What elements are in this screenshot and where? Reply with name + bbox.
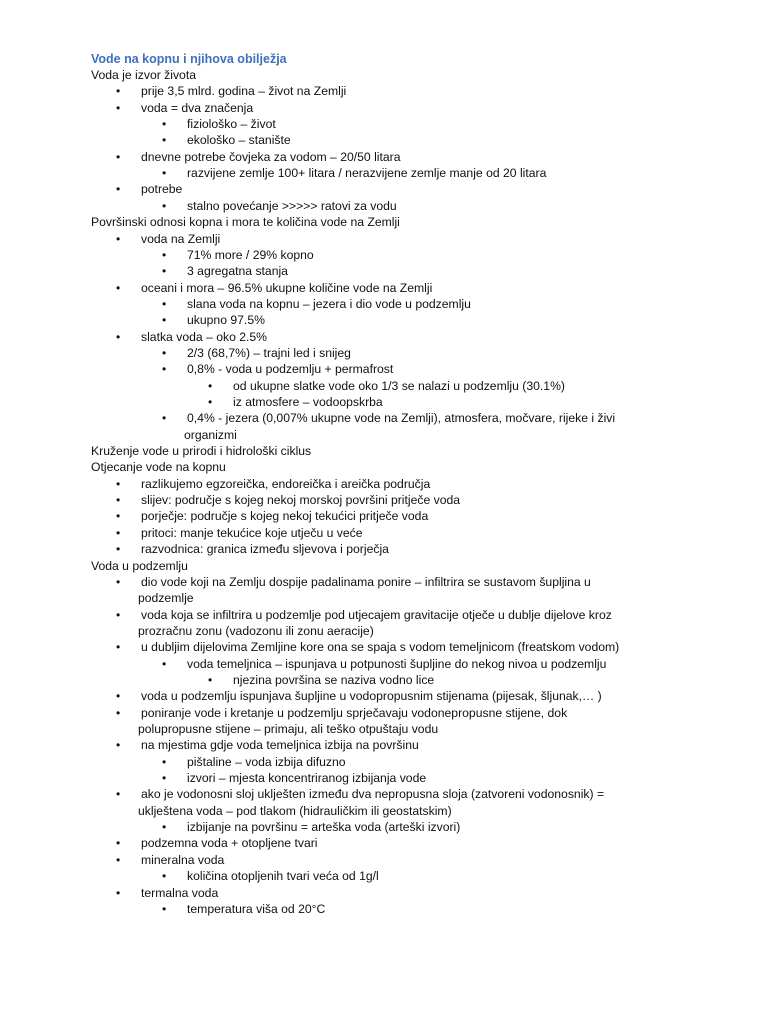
list-item-text: potrebe (141, 182, 183, 197)
list-item (0, 83, 768, 99)
list-item (0, 656, 768, 672)
list-item-text: njezina površina se naziva vodno lice (233, 672, 435, 687)
list-item-text: voda u podzemlju ispunjava šupljine u vodopropusnim stijenama (pijesak, šljunak,… ) (141, 689, 602, 704)
bullet-icon: • (162, 656, 167, 671)
list-item (0, 149, 768, 165)
bullet-icon: • (116, 836, 121, 851)
list-item-text: slana voda na kopnu – jezera i dio vode u podzemlju (187, 296, 471, 311)
bullet-icon: • (162, 198, 167, 213)
bullet-icon: • (116, 509, 121, 524)
section-heading: Otjecanje vode na kopnu (91, 460, 226, 475)
list-item (0, 345, 768, 361)
list-item (0, 116, 768, 132)
bullet-icon: • (116, 84, 121, 99)
list-item (0, 312, 768, 328)
list-item-text: u dubljim dijelovima Zemljine kore ona se spaja s vodom temeljnicom (freatskom vodom) (141, 640, 620, 655)
bullet-icon: • (162, 166, 167, 181)
list-item-text: dnevne potrebe čovjeka za vodom – 20/50 litara (141, 149, 401, 164)
list-item (0, 803, 768, 819)
list-item-text: poniranje vode i kretanje u podzemlju sprječavaju vodonepropusne stijene, dok (141, 705, 568, 720)
list-item (0, 835, 768, 851)
bullet-icon: • (208, 395, 213, 409)
list-item-text: 0,4% - jezera (0,007% ukupne vode na Zemlji), atmosfera, močvare, rijeke i živi (187, 411, 616, 426)
list-item-text: od ukupne slatke vode oko 1/3 se nalazi u podzemlju (30.1%) (233, 378, 565, 393)
list-item (0, 508, 768, 524)
bullet-icon: • (116, 574, 121, 589)
list-item-text: izvori – mjesta koncentriranog izbijanja vode (187, 771, 427, 786)
list-item (0, 378, 768, 394)
list-item (0, 819, 768, 835)
list-item (0, 231, 768, 247)
list-item-text: podzemna voda + otopljene tvari (141, 836, 318, 851)
list-item (0, 770, 768, 786)
list-item-text: dio vode koji na Zemlju dospije padalinama ponire – infiltrira se sustavom šupljina u (141, 574, 591, 589)
list-item-text: stalno povećanje >>>>> ratovi za vodu (187, 198, 397, 213)
list-item (0, 329, 768, 345)
list-item-text: voda koja se infiltrira u podzemlje pod utjecajem gravitacije otječe u dublje dijelove kroz (141, 607, 612, 622)
list-item (0, 868, 768, 884)
list-item-text: porječje: područje s kojeg nekoj tekućici pritječe voda (141, 509, 429, 524)
list-item (0, 296, 768, 312)
list-item-text: fiziološko – život (187, 117, 276, 132)
list-item (0, 476, 768, 492)
bullet-icon: • (162, 771, 167, 786)
list-item-continuation: organizmi (184, 427, 237, 442)
list-item-continuation: podzemlje (138, 591, 194, 606)
list-item-text: izbijanje na površinu = arteška voda (arteški izvori) (187, 820, 461, 835)
bullet-icon: • (116, 231, 121, 246)
list-item (0, 541, 768, 557)
list-item (0, 427, 768, 443)
bullet-icon: • (162, 264, 167, 279)
bullet-icon: • (208, 672, 213, 687)
bullet-icon: • (116, 689, 121, 704)
bullet-icon: • (116, 280, 121, 295)
list-item (0, 623, 768, 639)
section-heading: Kruženje vode u prirodi i hidrološki ciklus (91, 444, 312, 459)
list-item-text: razvodnica: granica između sljevova i porječja (141, 542, 389, 557)
list-item (0, 247, 768, 263)
list-item-text: pritoci: manje tekućice koje utječu u veće (141, 525, 363, 540)
bullet-icon: • (116, 493, 121, 508)
list-item-text: termalna voda (141, 885, 219, 900)
bullet-icon: • (162, 133, 167, 148)
list-item (0, 525, 768, 541)
list-item (0, 165, 768, 181)
list-item (0, 786, 768, 802)
list-item (0, 574, 768, 590)
bullet-icon: • (116, 640, 121, 655)
bullet-icon: • (116, 607, 121, 622)
list-item-text: 2/3 (68,7%) – trajni led i snijeg (187, 345, 351, 360)
bullet-icon: • (162, 754, 167, 769)
bullet-icon: • (116, 149, 121, 164)
list-item (0, 672, 768, 688)
list-item-text: prije 3,5 mlrd. godina – život na Zemlji (141, 84, 347, 99)
list-item-text: oceani i mora – 96.5% ukupne količine vode na Zemlji (141, 280, 433, 295)
bullet-icon: • (162, 362, 167, 377)
bullet-icon: • (116, 885, 121, 900)
list-item-text: slatka voda – oko 2.5% (141, 329, 268, 344)
list-item (0, 181, 768, 197)
list-item-text: razvijene zemlje 100+ litara / nerazvijene zemlje manje od 20 litara (187, 166, 547, 181)
bullet-icon: • (116, 542, 121, 557)
list-item-text: na mjestima gdje voda temeljnica izbija na površinu (141, 738, 419, 753)
bullet-icon: • (116, 182, 121, 197)
bullet-icon: • (116, 738, 121, 753)
bullet-icon: • (116, 705, 121, 720)
bullet-icon: • (116, 787, 121, 802)
list-item (0, 852, 768, 868)
bullet-icon: • (116, 329, 121, 344)
list-item (0, 100, 768, 116)
bullet-icon: • (162, 247, 167, 262)
list-item-text: količina otopljenih tvari veća od 1g/l (187, 869, 379, 884)
bullet-icon: • (116, 100, 121, 115)
list-item (0, 280, 768, 296)
bullet-icon: • (162, 820, 167, 835)
list-item (0, 492, 768, 508)
list-item (0, 132, 768, 148)
list-item (0, 590, 768, 606)
list-item (0, 263, 768, 279)
list-item (0, 705, 768, 721)
list-item-continuation: prozračnu zonu (vadozonu ili zonu aeracije) (138, 623, 374, 638)
bullet-icon: • (116, 476, 121, 491)
list-item-text: ukupno 97.5% (187, 313, 265, 328)
list-item-continuation: uklještena voda – pod tlakom (hidrauličkim ili geostatskim) (138, 803, 452, 818)
list-item (0, 410, 768, 426)
list-item (0, 607, 768, 623)
list-item-text: 0,8% - voda u podzemlju + permafrost (187, 362, 394, 377)
bullet-icon: • (116, 852, 121, 867)
list-item-text: slijev: područje s kojeg nekoj morskoj površini pritječe voda (141, 493, 461, 508)
section-heading: Voda u podzemlju (91, 558, 188, 573)
list-item-text: voda na Zemlji (141, 231, 221, 246)
list-item (0, 394, 768, 410)
document-title: Vode na kopnu i njihova obilježja (91, 52, 287, 66)
list-item-text: mineralna voda (141, 852, 225, 867)
bullet-icon: • (162, 117, 167, 132)
bullet-icon: • (208, 378, 213, 393)
list-item-text: ako je vodonosni sloj uklješten između dva nepropusna sloja (zatvoreni vodonosnik) = (141, 787, 605, 802)
list-item (0, 885, 768, 901)
list-item-text: voda = dva značenja (141, 100, 254, 115)
list-item (0, 901, 768, 917)
list-item-text: pištaline – voda izbija difuzno (187, 754, 346, 769)
section-heading: Površinski odnosi kopna i mora te količina vode na Zemlji (91, 215, 400, 230)
list-item-text: ekološko – stanište (187, 133, 291, 148)
list-item-text: temperatura viša od 20°C (187, 901, 326, 916)
bullet-icon: • (162, 313, 167, 328)
bullet-icon: • (162, 411, 167, 426)
list-item (0, 721, 768, 737)
list-item (0, 361, 768, 377)
list-item-text: iz atmosfere – vodoopskrba (233, 395, 383, 409)
bullet-icon: • (162, 345, 167, 360)
bullet-icon: • (116, 525, 121, 540)
list-item (0, 737, 768, 753)
list-item (0, 639, 768, 655)
bullet-icon: • (162, 296, 167, 311)
list-item-text: 71% more / 29% kopno (187, 247, 314, 262)
list-item-text: 3 agregatna stanja (187, 264, 288, 279)
section-heading: Voda je izvor života (91, 68, 197, 82)
list-item (0, 198, 768, 214)
bullet-icon: • (162, 901, 167, 916)
list-item-text: voda temeljnica – ispunjava u potpunosti šupljine do nekog nivoa u podzemlju (187, 656, 607, 671)
bullet-icon: • (162, 869, 167, 884)
list-item-text: razlikujemo egzoreička, endoreička i areička područja (141, 476, 431, 491)
list-item-continuation: polupropusne stijene – primaju, ali teško otpuštaju vodu (138, 722, 439, 736)
list-item (0, 754, 768, 770)
list-item (0, 688, 768, 704)
